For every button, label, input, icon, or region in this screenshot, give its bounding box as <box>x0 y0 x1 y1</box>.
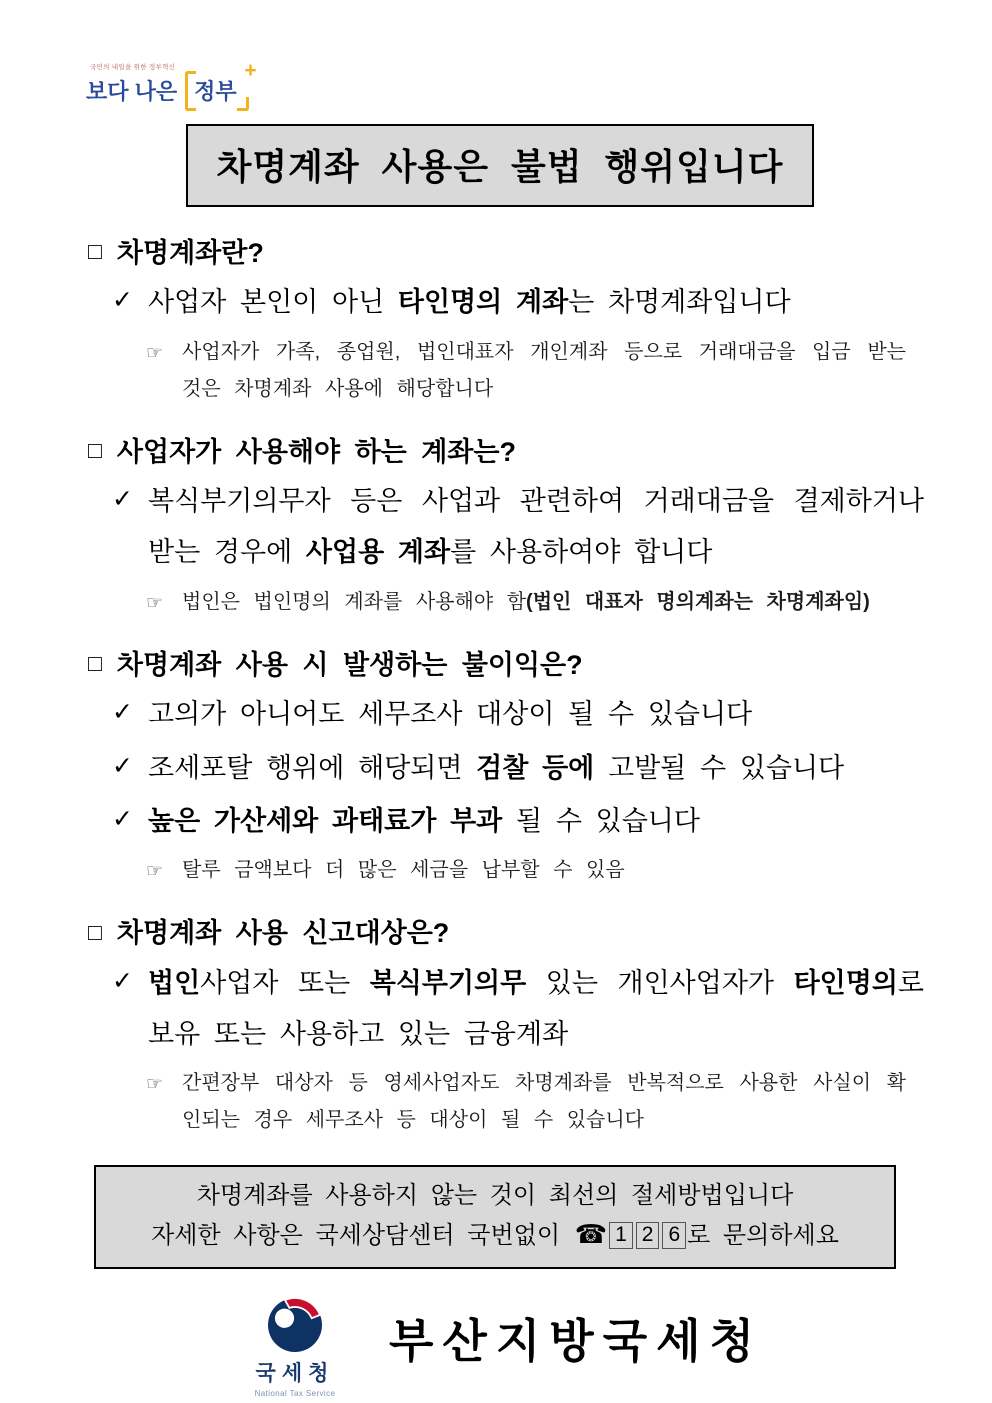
check-item <box>112 796 924 847</box>
telephone-icon: ☎ <box>574 1219 608 1250</box>
note-item <box>146 852 906 889</box>
check-icon: ✓ <box>112 486 133 514</box>
check-icon: ✓ <box>112 699 133 727</box>
plus-icon: + <box>244 59 257 82</box>
square-bullet-icon: □ <box>88 437 102 464</box>
gov-logo-text-left: 보다 나은 <box>86 79 178 104</box>
phone-digit: 1 <box>609 1222 633 1248</box>
square-bullet-icon: □ <box>88 650 102 677</box>
section-body <box>0 689 992 889</box>
note-text: 법인은 법인명의 계좌를 사용해야 함(법인 대표자 명의계좌는 차명계좌임) <box>182 590 870 613</box>
note-item <box>146 584 906 621</box>
check-item-text: 고의가 아니어도 세무조사 대상이 될 수 있습니다 <box>148 699 753 730</box>
footer-line-2-suffix: 로 문의하세요 <box>687 1222 839 1250</box>
emblem-sublabel: National Tax Service <box>254 1388 336 1398</box>
gov-logo-bracket <box>185 59 257 109</box>
pointing-hand-icon: ☞ <box>146 342 164 364</box>
footer-line-1: 차명계좌를 사용하지 않는 것이 최선의 절세방법입니다 <box>196 1182 794 1210</box>
footer-line-2 <box>96 1214 894 1254</box>
note-item <box>146 1065 906 1139</box>
phone-digit: 2 <box>636 1222 660 1248</box>
agency-name: 부산지방국세청 <box>388 1314 764 1367</box>
check-icon: ✓ <box>112 805 133 833</box>
footer-notice <box>94 1165 896 1268</box>
section-heading <box>88 436 992 468</box>
check-item-text: 사업자 본인이 아닌 타인명의 계좌는 차명계좌입니다 <box>148 287 791 318</box>
pointing-hand-icon: ☞ <box>146 592 164 614</box>
section-heading <box>88 917 992 949</box>
section-body <box>0 476 992 621</box>
section-heading <box>88 237 992 269</box>
nts-emblem <box>229 1295 361 1398</box>
phone-number <box>607 1222 687 1249</box>
section-heading-text: 사업자가 사용해야 하는 계좌는? <box>116 436 516 467</box>
section-heading-text: 차명계좌란? <box>116 238 264 268</box>
footer-line-2-prefix: 자세한 사항은 국세상담센터 국번없이 <box>151 1222 573 1250</box>
section-body <box>0 958 992 1140</box>
check-icon: ✓ <box>112 752 133 780</box>
section <box>0 649 992 889</box>
section-heading <box>88 649 992 681</box>
square-bullet-icon: □ <box>88 238 102 265</box>
page-title: 차명계좌 사용은 불법 행위입니다 <box>216 146 784 187</box>
check-item <box>112 476 924 579</box>
emblem-label: 국세청 <box>255 1361 335 1385</box>
check-item <box>112 277 924 328</box>
section-heading-text: 차명계좌 사용 시 발생하는 불이익은? <box>116 649 583 680</box>
note-text: 간편장부 대상자 등 영세사업자도 차명계좌를 반복적으로 사용한 사실이 확인되는 경우 세무조사 등 대상이 될 수 있습니다 <box>182 1072 906 1132</box>
note-text: 사업자가 가족, 종업원, 법인대표자 개인계좌 등으로 거래대금을 입금 받는 것은 차명계좌 사용에 해당합니다 <box>182 340 906 400</box>
gov-logo-tagline: 국민의 내일을 위한 정부혁신 <box>90 64 176 71</box>
section <box>0 237 992 408</box>
taegeuk-emblem-icon <box>265 1295 325 1355</box>
gov-logo-text-right: 정부 <box>194 79 237 104</box>
section-body <box>0 277 992 407</box>
note-text: 탈루 금액보다 더 많은 세금을 납부할 수 있음 <box>182 859 625 882</box>
note-item <box>146 334 906 408</box>
check-item-text: 복식부기의무자 등은 사업과 관련하여 거래대금을 결제하거나 받는 경우에 사업용 계좌를 사용하여야 합니다 <box>148 486 924 568</box>
pointing-hand-icon: ☞ <box>146 1074 164 1096</box>
check-item-text: 법인사업자 또는 복식부기의무 있는 개인사업자가 타인명의로 보유 또는 사용하고 있는 금융계좌 <box>148 967 924 1049</box>
pointing-hand-icon: ☞ <box>146 861 164 883</box>
better-government-logo <box>86 59 257 109</box>
check-item <box>112 689 924 740</box>
section <box>0 436 992 621</box>
section <box>0 917 992 1139</box>
check-item <box>112 743 924 794</box>
check-item-text: 조세포탈 행위에 해당되면 검찰 등에 고발될 수 있습니다 <box>148 752 845 783</box>
check-item <box>112 958 924 1061</box>
agency-signature <box>0 1295 992 1398</box>
section-heading-text: 차명계좌 사용 신고대상은? <box>116 918 450 949</box>
check-icon: ✓ <box>112 287 133 315</box>
sections <box>0 237 992 1139</box>
title-banner <box>186 124 814 207</box>
phone-digit: 6 <box>662 1222 686 1248</box>
check-item-text: 높은 가산세와 과태료가 부과 될 수 있습니다 <box>148 805 700 836</box>
check-icon: ✓ <box>112 967 133 995</box>
square-bullet-icon: □ <box>88 918 102 945</box>
